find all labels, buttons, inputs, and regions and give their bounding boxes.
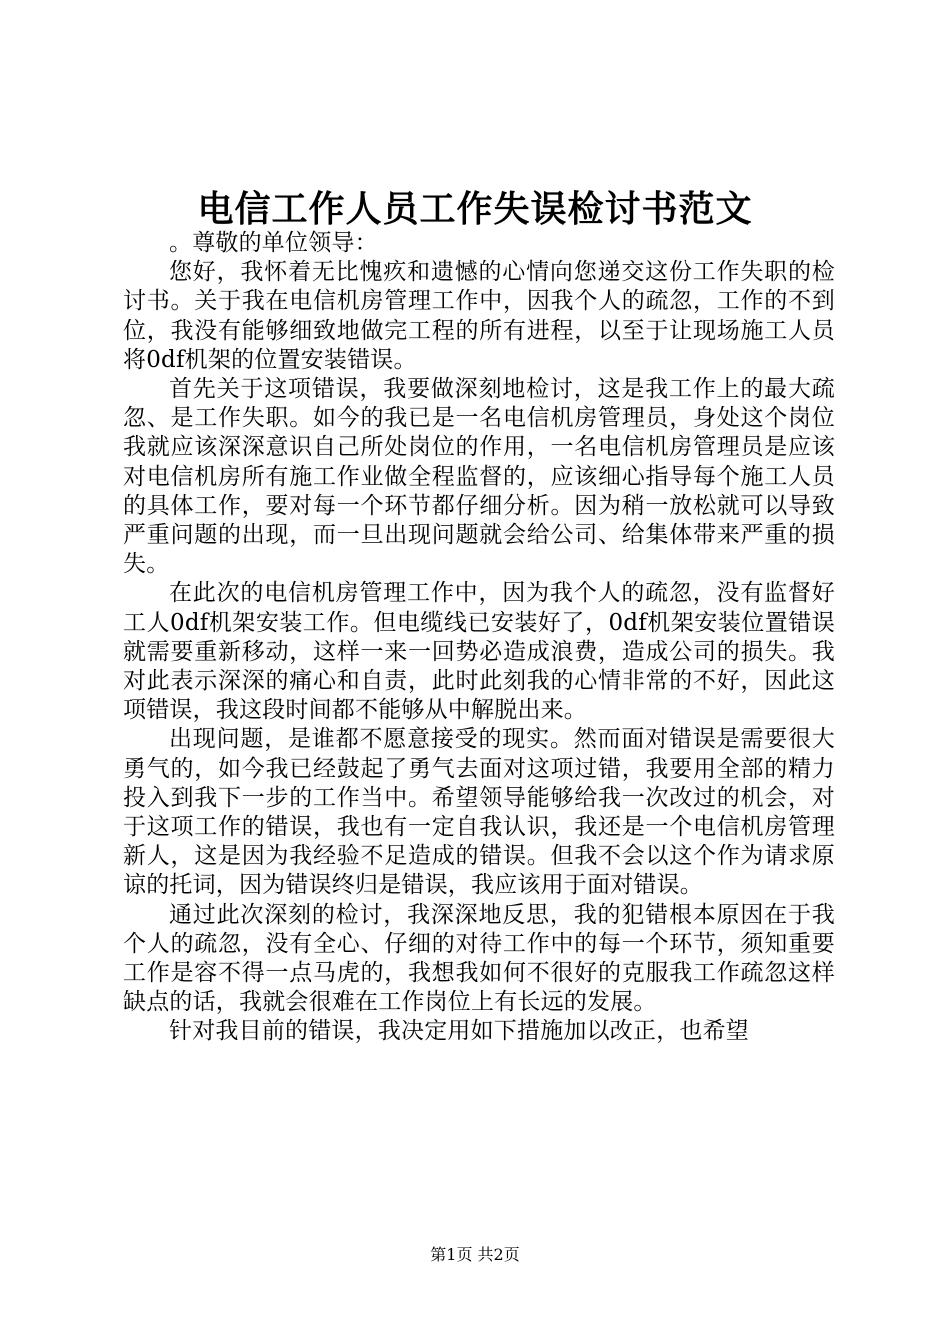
page-footer: 第1页 共2页 <box>430 1245 520 1264</box>
paragraph: 首先关于这项错误，我要做深刻地检讨，这是我工作上的最大疏忽、是工作失职。如今的我已是一名电信机房管理员，身处这个岗位我就应该深深意识自己所处岗位的作用，一名电信机房管理员是应该对电信机房所有施工作业做全程监督的，应该细心指导每个施工人员的具体工作，要对每一个环节都仔细分析。因为稍一放松就可以导致严重问题的出现，而一旦出现问题就会给公司、给集体带来严重的损失。 <box>123 376 835 578</box>
paragraph: 出现问题，是谁都不愿意接受的现实。然而面对错误是需要很大勇气的，如今我已经鼓起了勇气去面对这项过错，我要用全部的精力投入到我下一步的工作当中。希望领导能够给我一次改过的机会，对于这项工作的错误，我也有一定自我认识，我还是一个电信机房管理新人，这是因为我经验不足造成的错误。但我不会以这个作为请求原谅的托词，因为错误终归是错误，我应该用于面对错误。 <box>123 726 835 899</box>
paragraph: 您好，我怀着无比愧疚和遗憾的心情向您递交这份工作失职的检讨书。关于我在电信机房管理工作中，因我个人的疏忽，工作的不到位，我没有能够细致地做完工程的所有进程，以至于让现场施工人员将0df机架的位置安装错误。 <box>123 259 835 373</box>
paragraph: 在此次的电信机房管理工作中，因为我个人的疏忽，没有监督好工人0df机架安装工作。但电缆线已安装好了，0df机架安装位置错误就需要重新移动，这样一来一回势必造成浪费，造成公司的损失。我对此表示深深的痛心和自责，此时此刻我的心情非常的不好，因此这项错误，我这段时间都不能够从中解脱出来。 <box>123 580 835 724</box>
greeting-line: 。尊敬的单位领导： <box>169 230 378 256</box>
document-title: 电信工作人员工作失误检讨书范文 <box>197 188 753 230</box>
paragraph: 针对我目前的错误，我决定用如下措施加以改正，也希望 <box>169 1018 749 1045</box>
paragraph: 通过此次深刻的检讨，我深深地反思，我的犯错根本原因在于我个人的疏忽，没有全心、仔细的对待工作中的每一个环节，须知重要工作是容不得一点马虎的，我想我如何不很好的克服我工作疏忽这样缺点的话，我就会很难在工作岗位上有长远的发展。 <box>123 901 835 1016</box>
document-body <box>123 229 835 1047</box>
